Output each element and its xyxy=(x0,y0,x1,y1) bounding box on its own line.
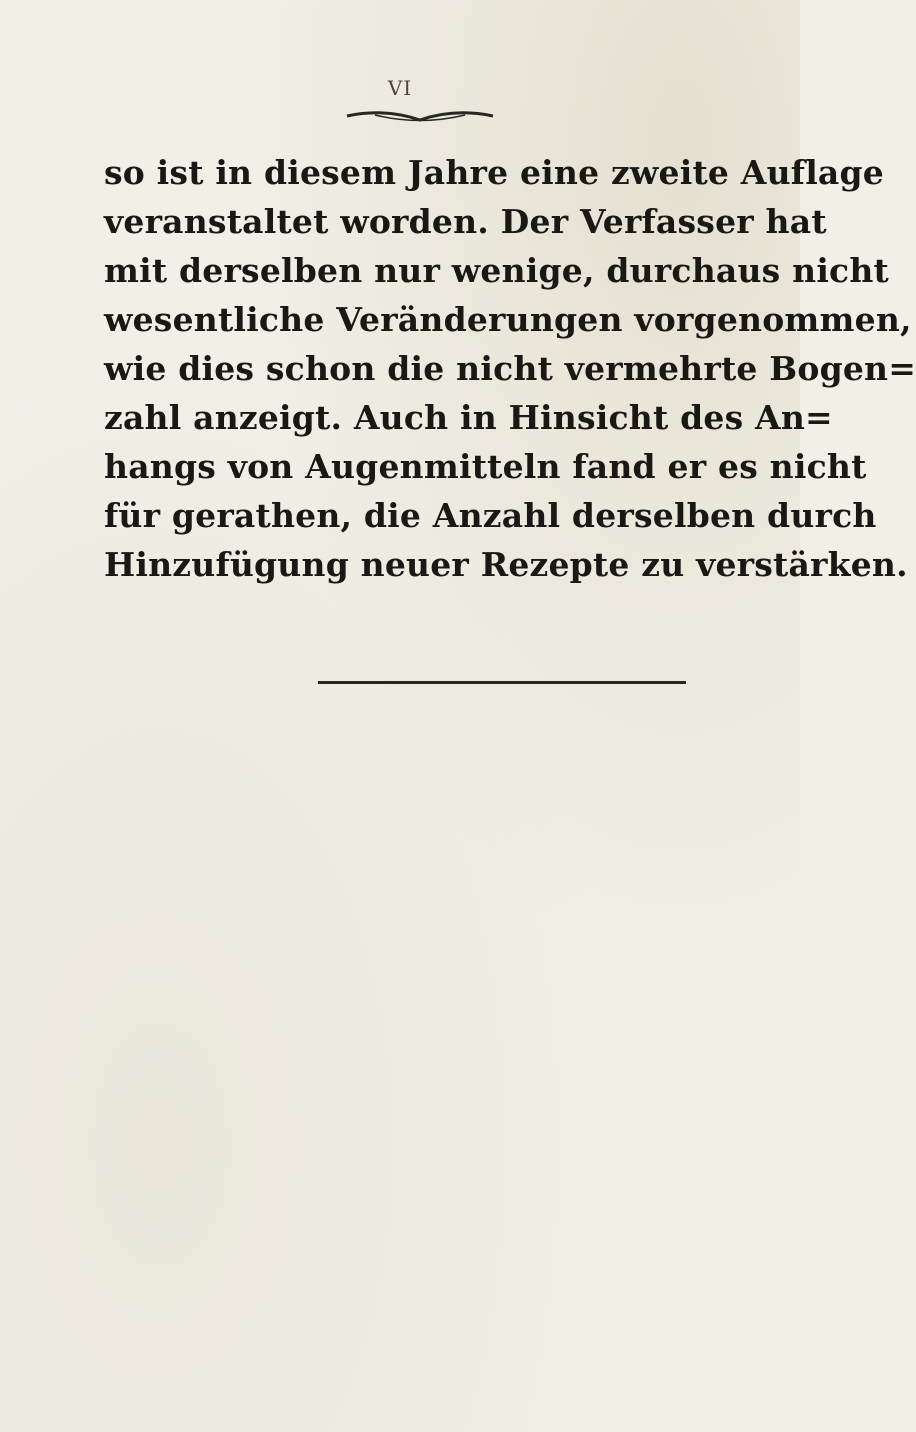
text-line: wesentliche Veränderungen vorgenommen, xyxy=(104,300,912,339)
text-line: veranstaltet worden. Der Verfasser hat xyxy=(104,202,827,241)
header-ornament xyxy=(345,106,495,130)
text-line: für gerathen, die Anzahl derselben durch xyxy=(104,496,877,535)
text-line: Hinzufügung neuer Rezepte zu verstärken. xyxy=(104,545,908,584)
section-divider xyxy=(318,681,686,684)
body-text xyxy=(104,148,916,589)
text-line: zahl anzeigt. Auch in Hinsicht des An= xyxy=(104,398,833,437)
text-line: so ist in diesem Jahre eine zweite Auflage xyxy=(104,153,884,192)
page-number: VI xyxy=(387,76,413,100)
text-line: hangs von Augenmitteln fand er es nicht xyxy=(104,447,867,486)
text-line: mit derselben nur wenige, durchaus nicht xyxy=(104,251,889,290)
text-line: wie dies schon die nicht vermehrte Bogen= xyxy=(104,349,916,388)
